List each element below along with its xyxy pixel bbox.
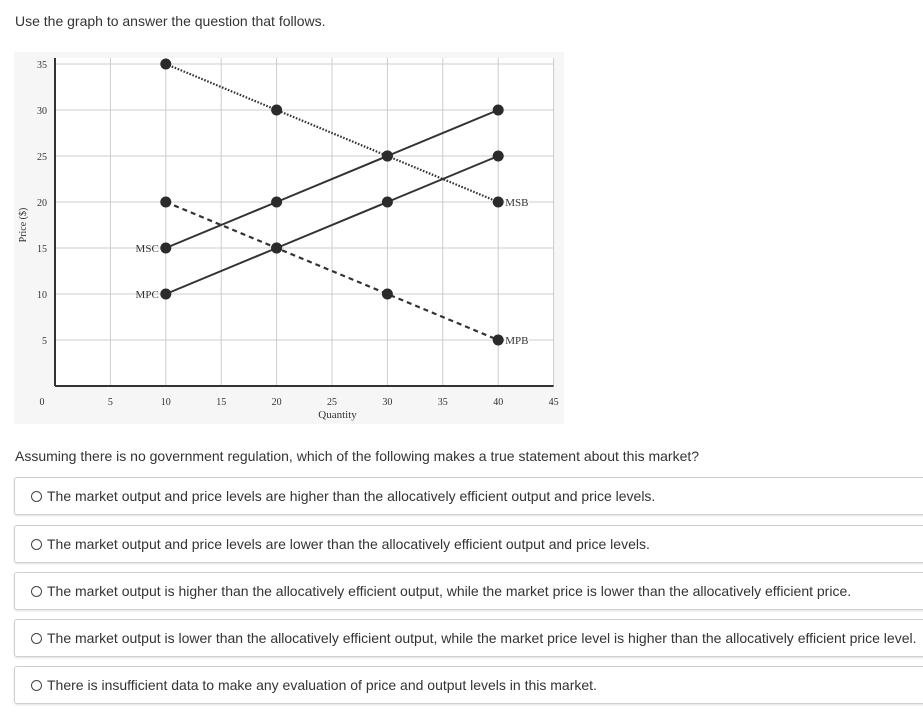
answer-option-label: The market output and price levels are lower than the allocatively efficient output and price levels.	[47, 536, 650, 552]
data-point-msc	[160, 243, 171, 254]
x-tick-label: 10	[160, 397, 171, 408]
answer-option-label: There is insufficient data to make any evaluation of price and output levels in this market.	[47, 677, 597, 693]
data-point-msc	[493, 105, 504, 116]
data-point-mpb	[382, 289, 393, 300]
plot-area	[55, 58, 554, 386]
y-tick-label: 20	[37, 198, 47, 209]
x-tick-label: 25	[327, 397, 337, 408]
x-axis-title: Quantity	[318, 409, 357, 421]
answer-option-3[interactable]	[14, 572, 923, 610]
data-point-mpb	[271, 243, 282, 254]
data-point-mpc	[382, 197, 393, 208]
y-tick-label: 35	[37, 60, 47, 71]
data-point-msb	[160, 59, 171, 70]
series-label-mpb: MPB	[505, 335, 529, 347]
y-tick-label: 10	[37, 290, 47, 301]
instruction-text: Use the graph to answer the question that follows.	[15, 13, 326, 29]
x-tick-label: 35	[437, 397, 448, 408]
radio-button-icon[interactable]	[31, 633, 42, 644]
chart-panel	[14, 52, 564, 424]
y-axis-title: Price ($)	[18, 207, 29, 243]
data-point-mpb	[493, 335, 504, 346]
series-label-msc: MSC	[135, 243, 159, 255]
y-tick-label: 30	[37, 106, 47, 117]
data-point-mpc	[493, 151, 504, 162]
x-tick-label: 45	[548, 397, 559, 408]
y-tick-label: 15	[37, 244, 47, 255]
data-point-mpb	[160, 197, 171, 208]
x-tick-label: 20	[271, 397, 282, 408]
x-tick-label: 30	[382, 397, 393, 408]
answer-option-2[interactable]	[14, 525, 923, 563]
x-tick-label: 40	[493, 397, 504, 408]
question-text: Assuming there is no government regulation, which of the following makes a true statement about this market?	[15, 448, 700, 464]
radio-button-icon[interactable]	[31, 586, 42, 597]
answer-option-label: The market output is lower than the allocatively efficient output, while the market price level is higher than the allocatively efficient price level.	[47, 630, 917, 646]
answer-option-label: The market output and price levels are higher than the allocatively efficient output and price levels.	[47, 488, 656, 504]
data-point-msc	[271, 197, 282, 208]
data-point-mpc	[160, 289, 171, 300]
chart-svg	[14, 52, 564, 424]
x-tick-label: 15	[216, 397, 227, 408]
y-tick-label: 5	[42, 336, 47, 347]
radio-button-icon[interactable]	[31, 491, 42, 502]
answer-option-label: The market output is higher than the allocatively efficient output, while the market price is lower than the allocatively efficient price.	[47, 583, 852, 599]
radio-button-icon[interactable]	[31, 539, 42, 550]
answer-option-1[interactable]	[14, 477, 923, 515]
x-tick-label: 5	[107, 397, 113, 408]
data-point-msb	[271, 105, 282, 116]
x-tick-label: 0	[39, 397, 45, 408]
answer-option-4[interactable]	[14, 619, 923, 657]
data-point-msb	[493, 197, 504, 208]
answer-option-5[interactable]	[14, 666, 923, 704]
y-tick-label: 25	[37, 152, 47, 163]
series-label-mpc: MPC	[135, 289, 159, 301]
economics-graph	[14, 52, 564, 424]
data-point-msb	[382, 151, 393, 162]
radio-button-icon[interactable]	[31, 680, 42, 691]
series-label-msb: MSB	[505, 197, 529, 209]
